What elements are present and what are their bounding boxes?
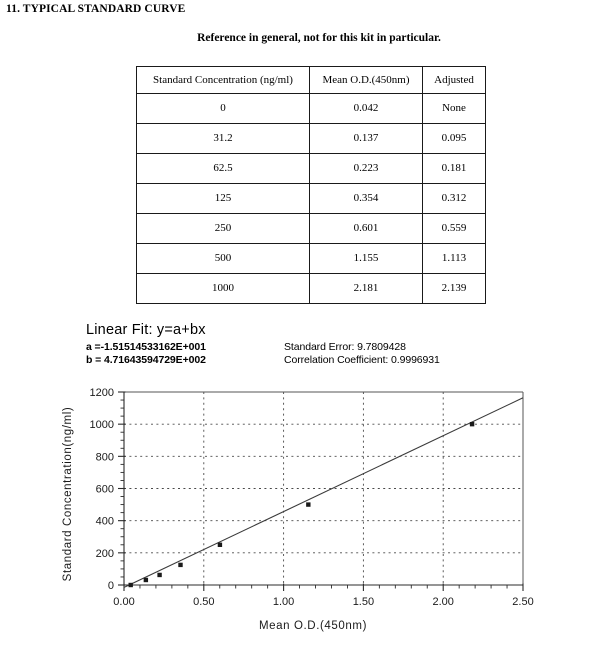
cell-adjusted: 0.559 xyxy=(423,214,486,244)
x-tick-label: 2.50 xyxy=(512,596,534,608)
table-row xyxy=(137,94,486,124)
cell-concentration: 0 xyxy=(137,94,310,124)
x-axis-title: Mean O.D.(450nm) xyxy=(258,620,368,632)
cell-concentration: 500 xyxy=(137,244,310,274)
cell-adjusted: 0.181 xyxy=(423,154,486,184)
chart-svg xyxy=(55,378,545,643)
y-tick-label: 400 xyxy=(95,515,114,528)
cell-mean-od: 0.601 xyxy=(310,214,423,244)
column-header-adjusted: Adjusted xyxy=(423,67,486,94)
y-tick-label: 1200 xyxy=(89,387,114,399)
y-tick-label: 200 xyxy=(95,547,114,560)
cell-concentration: 31.2 xyxy=(137,124,310,154)
x-tick-label: 1.50 xyxy=(352,596,375,608)
chart-data-points xyxy=(129,422,475,587)
x-tick-label: 1.00 xyxy=(272,596,295,608)
cell-adjusted: 0.312 xyxy=(423,184,486,214)
standard-curve-table-container xyxy=(136,66,486,304)
cell-concentration: 62.5 xyxy=(137,154,310,184)
table-header-row xyxy=(137,67,486,94)
column-header-mean-od: Mean O.D.(450nm) xyxy=(310,67,423,94)
cell-adjusted: 1.113 xyxy=(423,244,486,274)
cell-mean-od: 0.137 xyxy=(310,124,423,154)
chart-fit-line xyxy=(124,398,523,588)
cell-concentration: 125 xyxy=(137,184,310,214)
linear-fit-summary xyxy=(86,322,440,367)
chart-x-tick-labels xyxy=(113,596,533,608)
chart-gridlines xyxy=(124,392,523,585)
standard-error: Standard Error: 9.7809428 xyxy=(284,341,406,353)
cell-mean-od: 0.223 xyxy=(310,154,423,184)
x-tick-label: 2.00 xyxy=(432,596,454,608)
standard-curve-chart xyxy=(55,378,545,643)
column-header-concentration: Standard Concentration (ng/ml) xyxy=(137,67,310,94)
fit-statistics xyxy=(284,341,440,367)
table-row xyxy=(137,214,486,244)
cell-mean-od: 0.354 xyxy=(310,184,423,214)
y-tick-label: 600 xyxy=(95,483,114,496)
cell-concentration: 1000 xyxy=(137,274,310,304)
cell-adjusted: 0.095 xyxy=(423,124,486,154)
fit-coefficient-a: a =-1.51514533162E+001 xyxy=(86,341,206,353)
table-row xyxy=(137,244,486,274)
cell-mean-od: 0.042 xyxy=(310,94,423,124)
y-tick-label: 1000 xyxy=(89,419,114,432)
cell-adjusted: None xyxy=(423,94,486,124)
cell-mean-od: 1.155 xyxy=(310,244,423,274)
cell-mean-od: 2.181 xyxy=(310,274,423,304)
cell-adjusted: 2.139 xyxy=(423,274,486,304)
fit-coefficient-b: b = 4.71643594729E+002 xyxy=(86,354,206,366)
table-row xyxy=(137,184,486,214)
subtitle-note: Reference in general, not for this kit in particular. xyxy=(197,32,441,44)
table-row xyxy=(137,124,486,154)
cell-concentration: 250 xyxy=(137,214,310,244)
correlation-coefficient: Correlation Coefficient: 0.9996931 xyxy=(284,354,440,366)
linear-fit-title: Linear Fit: y=a+bx xyxy=(86,322,206,338)
y-axis-title: Standard Concentration(ng/ml) xyxy=(62,406,74,582)
page-title: 11. TYPICAL STANDARD CURVE xyxy=(6,3,186,15)
fit-coefficients xyxy=(86,341,284,367)
standard-curve-table xyxy=(136,66,486,304)
x-tick-label: 0.50 xyxy=(193,596,215,608)
table-row xyxy=(137,274,486,304)
y-tick-label: 800 xyxy=(95,451,114,464)
chart-y-tick-labels xyxy=(90,387,114,592)
table-row xyxy=(137,154,486,184)
x-tick-label: 0.00 xyxy=(113,596,135,608)
y-tick-label: 0 xyxy=(107,580,114,592)
